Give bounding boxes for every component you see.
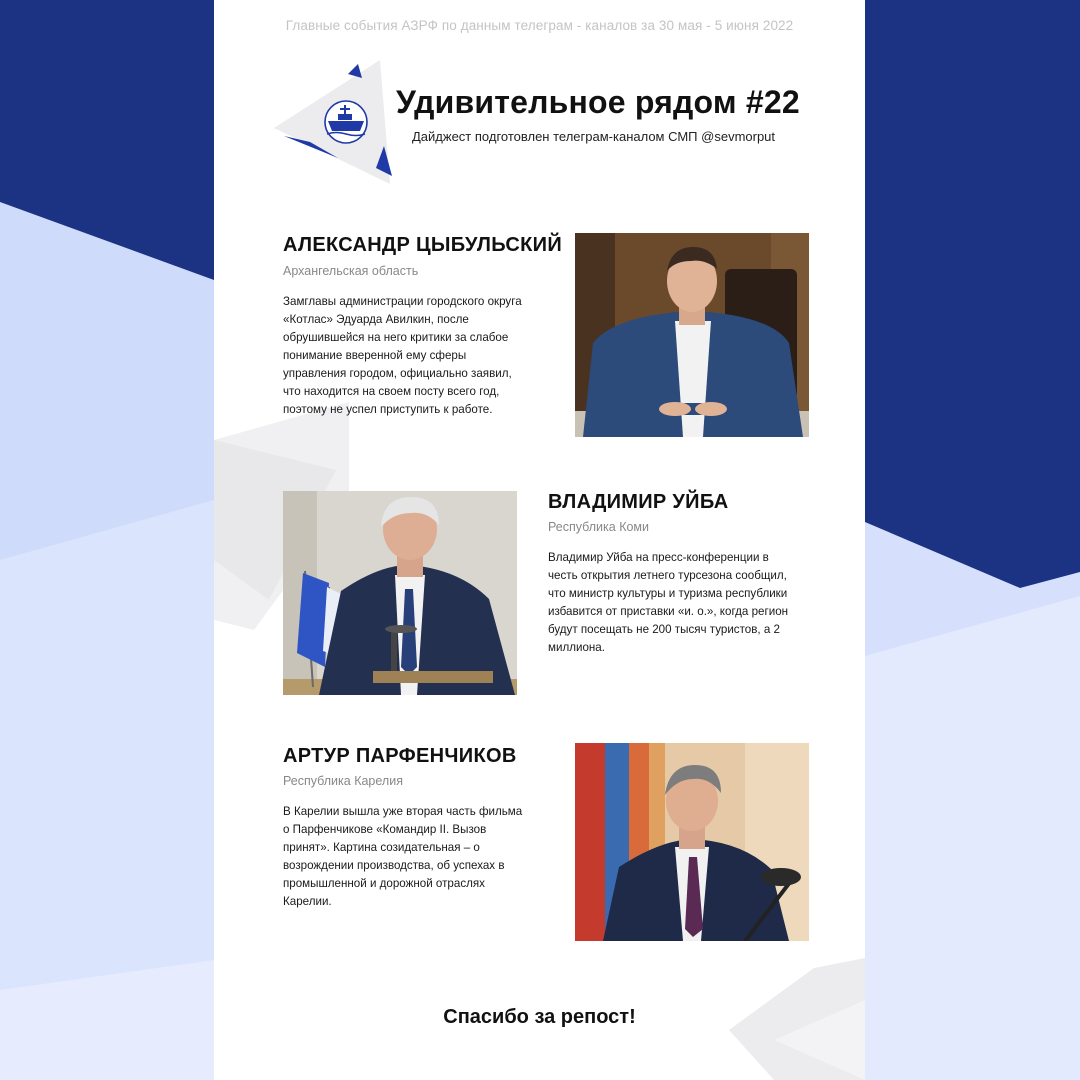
person-region: Республика Карелия: [283, 774, 403, 788]
person-photo: [575, 743, 809, 941]
digest-subtitle: Дайджест подготовлен телеграм-каналом СМП @sevmorput: [412, 129, 776, 144]
digest-title: Удивительное рядом #22: [396, 84, 800, 120]
digest-card: [214, 0, 865, 1080]
digest-period-line: Главные события АЗРФ по данным телеграм - каналов за 30 мая - 5 июня 2022: [285, 18, 794, 33]
icebreaker-ship-icon: [325, 101, 367, 143]
thanks-for-repost: Спасибо за репост!: [443, 1006, 636, 1028]
logo-emblem: [272, 58, 396, 188]
person-region: Республика Коми: [548, 520, 650, 534]
person-name: АЛЕКСАНДР ЦЫБУЛЬСКИЙ: [283, 234, 563, 256]
person-name: ВЛАДИМИР УЙБА: [548, 491, 729, 513]
person-description: Владимир Уйба на пресс-конференции в честь открытия летнего турсезона сообщил, что министр культуры и туризма республики избавится от приставки «и. о.», когда регион будут посещать не 200 тысяч туристов, а 2 миллиона.: [548, 551, 789, 654]
person-photo: [283, 491, 517, 695]
person-name: АРТУР ПАРФЕНЧИКОВ: [283, 745, 517, 767]
person-photo: [575, 233, 809, 437]
person-region: Архангельская область: [283, 264, 419, 278]
person-description: В Карелии вышла уже вторая часть фильма о Парфенчикове «Командир II. Вызов принят». Картина созидательная – о возрождении производства, об успехах в промышленной и дорожной отраслях Карелии.: [283, 805, 523, 908]
person-description: Замглавы администрации городского округа «Котлас» Эдуарда Авилкин, после обрушившейся на него критики за слабое понимание вверенной ему сферы управления городом, официально заявил, что находится на своем посту всего год, поэтому не успел приступить к работе.: [283, 295, 522, 416]
